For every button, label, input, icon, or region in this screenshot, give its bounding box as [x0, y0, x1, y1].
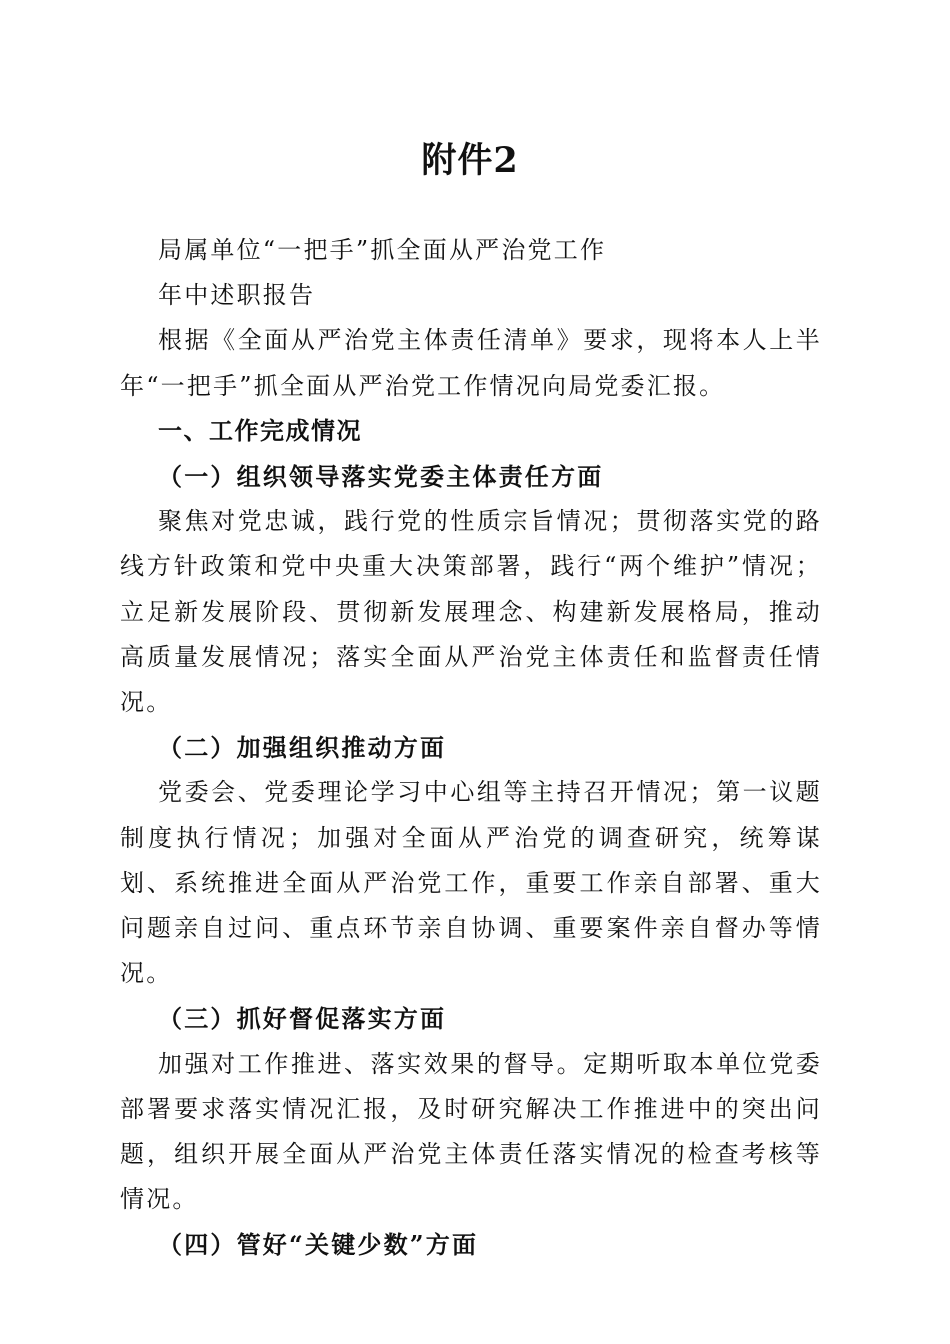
- subsection-heading-1: （一）组织领导落实党委主体责任方面: [158, 462, 604, 492]
- report-title-line-1: 局属单位“一把手”抓全面从严治党工作: [158, 236, 607, 264]
- subsection-heading-3: （三）抓好督促落实方面: [158, 1004, 447, 1034]
- subsection-text-3: 加强对工作推进、落实效果的督导。定期听取本单位党委部署要求落实情况汇报，及时研究解决工作推进中的突出问题，组织开展全面从严治党主体责任落实情况的检查考核等情况。: [120, 1049, 822, 1214]
- document-body: [120, 228, 822, 1268]
- subsection-text-1: 聚焦对党忠诚，践行党的性质宗旨情况；贯彻落实党的路线方针政策和党中央重大决策部署，践行“两个维护”情况；立足新发展阶段、贯彻新发展理念、构建新发展格局，推动高质量发展情况；落实全面从严治党主体责任和监督责任情况。: [120, 507, 822, 717]
- subsection-text-2: 党委会、党委理论学习中心组等主持召开情况；第一议题制度执行情况；加强对全面从严治党的调查研究，统筹谋划、系统推进全面从严治党工作，重要工作亲自部署、重大问题亲自过问、重点环节亲自协调、重要案件亲自督办等情况。: [120, 778, 822, 988]
- attachment-title: 附件2: [421, 140, 519, 181]
- intro-paragraph: 根据《全面从严治党主体责任清单》要求，现将本人上半年“一把手”抓全面从严治党工作情况向局党委汇报。: [120, 326, 822, 400]
- section-heading-work-completion: 一、工作完成情况: [158, 416, 362, 445]
- subsection-heading-2: （二）加强组织推动方面: [158, 733, 447, 763]
- subsection-heading-4: （四）管好“关键少数”方面: [158, 1230, 479, 1260]
- report-title-line-2: 年中述职报告: [158, 281, 316, 310]
